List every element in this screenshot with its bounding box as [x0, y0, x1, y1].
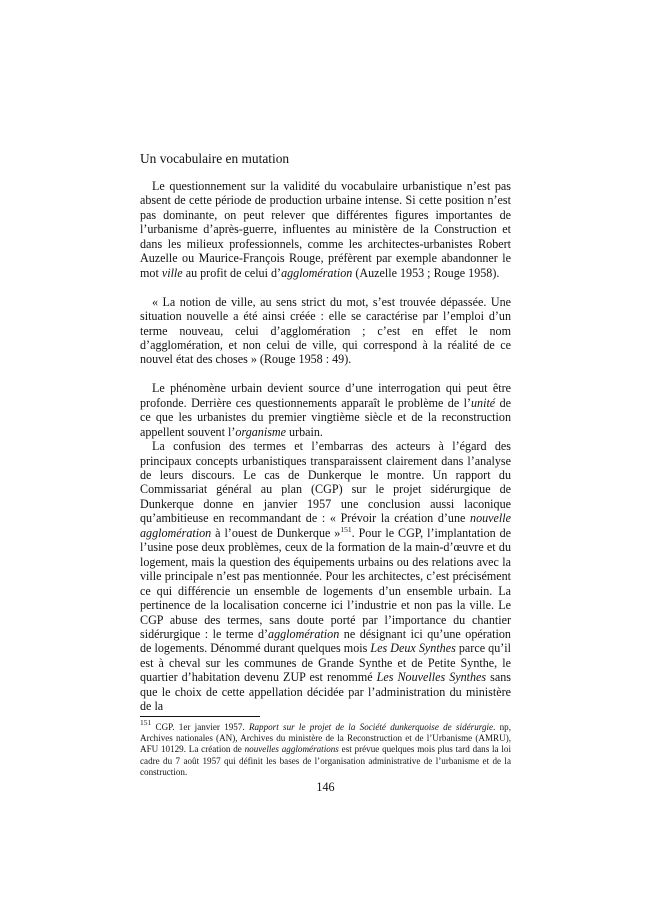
italic-text: agglomération	[268, 627, 340, 642]
text-run: (Auzelle 1953 ; Rouge 1958).	[352, 265, 500, 280]
text-run: « La notion de ville, au sens strict du mot, s’est trouvée dépassée. Une situation nouvelle a été ainsi créée : elle se caractérise par l’emploi d’un terme nouveau, celui d’agglomération ; c’est en effet le nom d’agglomération, et non celui de ville, qui correspond à la réalité de ce nouvel état des choses » (Rouge 1958 : 49).	[140, 294, 511, 367]
italic-text: Rapport sur le projet de la Société dunkerquoise de sidérurgie	[248, 722, 494, 732]
text-run: La confusion des termes et l’embarras des acteurs à l’égard des principaux concepts urbanistiques transparaissent clairement dans l’analyse de leurs discours. Le cas de Dunkerque le montre. Un rapport du Commissariat général au plan (CGP) sur le projet sidérurgique de Dunkerque donne en janvier 1957 une conclusion aussi laconique qu’ambitieuse en recommandant de : « Prévoir la création d’une	[140, 439, 511, 526]
italic-text: Les Nouvelles Synthes	[376, 670, 487, 685]
text-run: CGP. 1er janvier 1957.	[151, 722, 249, 732]
body-text	[140, 179, 511, 714]
page-number: 146	[316, 780, 335, 794]
paragraph	[140, 439, 511, 714]
text-run: sans que le choix de cette appellation décidée par l’administration du ministère de la	[140, 670, 511, 714]
italic-text: nouvelle agglomération	[140, 511, 511, 540]
footnote	[140, 718, 511, 778]
text-run: Le phénomène urbain devient source d’une interrogation qui peut être profonde. Derrière ces questionnements apparaît le problème de l’	[140, 381, 511, 410]
text-run: urbain.	[286, 424, 323, 439]
text-run: à l’ouest de Dunkerque »	[211, 525, 341, 540]
footnote-reference: 151	[140, 718, 152, 727]
italic-text: Les Deux Synthes	[370, 641, 456, 656]
italic-text: agglomération	[281, 265, 353, 280]
italic-text: organisme	[235, 424, 287, 439]
italic-text: nouvelles agglomérations	[244, 744, 339, 755]
text-run: de ce que les urbanistes du premier vingtième siècle et de la reconstruction appellent souvent l’	[140, 395, 511, 439]
text-run: ne désignant ici qu’une opération de logements. Dénommé durant quelques mois	[140, 627, 511, 656]
text-run: . np, Archives nationales (AN), Archives du ministère de la Reconstruction et de l’Urbanisme (AMRU), AFU 10129. La création de	[140, 722, 511, 755]
italic-text: unité	[470, 395, 496, 410]
paragraph	[140, 381, 511, 439]
footnote-separator	[140, 716, 260, 717]
text-run: au profit de celui d’	[182, 265, 282, 280]
text-run: est prévue quelques mois plus tard dans la loi cadre du 7 août 1957 qui définit les bases de l’organisation administrative de l’urbanisme et de la construction.	[140, 744, 511, 777]
section-heading: Un vocabulaire en mutation	[140, 151, 290, 166]
italic-text: ville	[161, 265, 183, 280]
paragraph	[140, 179, 511, 280]
footnote-reference: 151	[340, 524, 352, 534]
text-run: . Pour le CGP, l’implantation de l’usine pose deux problèmes, ceux de la formation de la main-d’œuvre et du logement, mais la question des équipements urbains ou des relations avec la ville principale n’est pas mentionnée. Pour les architectes, c’est précisément ce qui différencie un ensemble de logements d’un ensemble urbain. La pertinence de la localisation concerne ici l’industrie et non pas la ville. Le CGP abuse des termes, sans doute porté par l’importance du chantier sidérurgique : le terme d’	[140, 525, 512, 642]
text-run: parce qu’il est à cheval sur les communes de Grande Synthe et de Petite Synthe, le quartier d’habitation devenu ZUP est renommé	[140, 641, 511, 685]
paragraph	[140, 295, 511, 367]
text-run: Le questionnement sur la validité du vocabulaire urbanistique n’est pas absent de cette période de production urbaine intense. Si cette position n’est pas dominante, on peut relever que différentes figures importantes de l’urbanisme d’après-guerre, influentes au ministère de la Construction et dans les milieux professionnels, comme les architectes-urbanistes Robert Auzelle ou Maurice-François Rouge, préfèrent par exemple abandonner le mot	[140, 179, 511, 280]
